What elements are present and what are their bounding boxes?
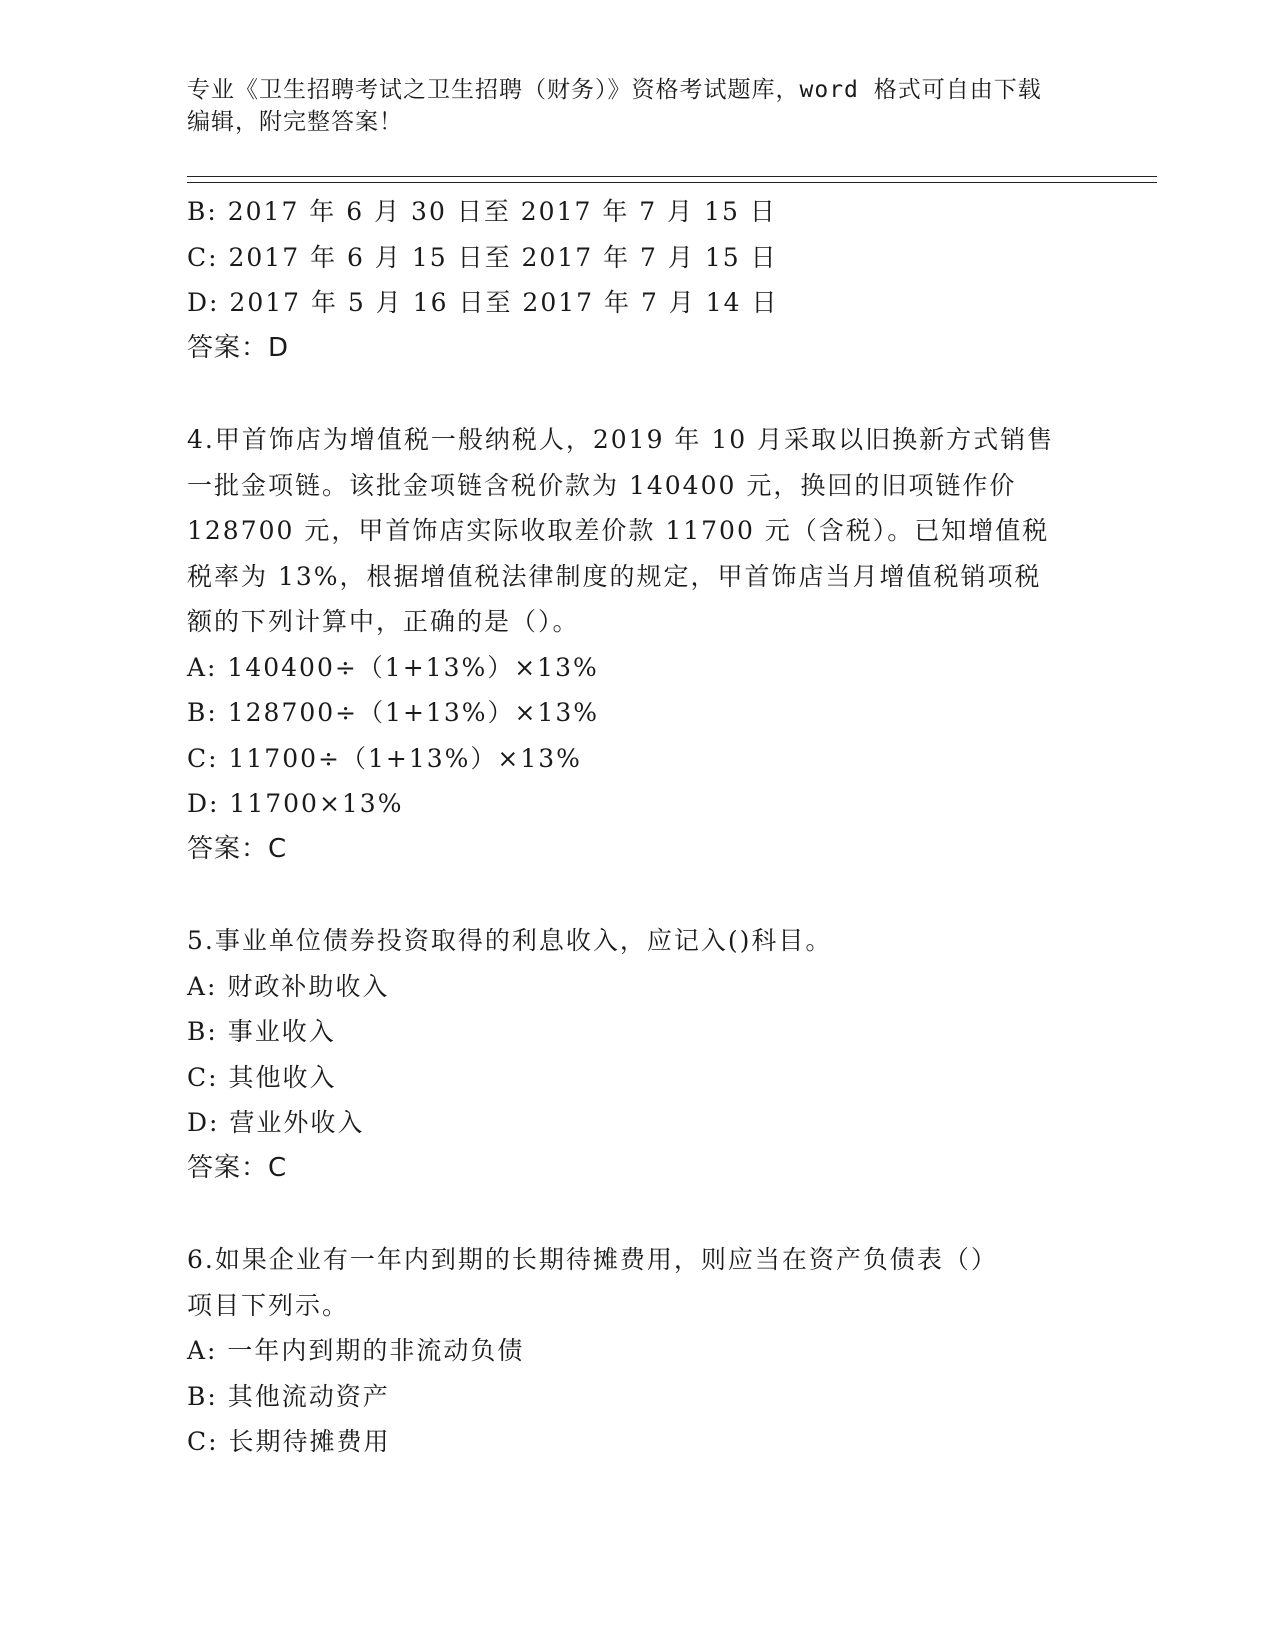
- option-a: A: 一年内到期的非流动负债: [187, 1336, 525, 1365]
- stem-line: 额的下列计算中，正确的是（）。: [187, 607, 580, 636]
- header-line-2: 编辑，附完整答案！: [187, 109, 403, 135]
- option-b: B: 128700÷（1+13%）×13%: [187, 698, 600, 727]
- option-b: B: 其他流动资产: [187, 1381, 390, 1411]
- option-c: C: 长期待摊费用: [187, 1427, 391, 1456]
- option-a: A: 140400÷（1+13%）×13%: [187, 652, 599, 682]
- answer: 答案：C: [187, 833, 288, 864]
- question-content: [187, 189, 1087, 1465]
- question-4: [187, 417, 1087, 872]
- question-6: [187, 1237, 1087, 1465]
- header-line-1: 专业《卫生招聘考试之卫生招聘（财务）》资格考试题库，word 格式可自由下载: [187, 77, 1042, 103]
- stem-line: 税率为 13%，根据增值税法律制度的规定，甲首饰店当月增值税销项税: [187, 561, 1042, 591]
- stem-line: 6.如果企业有一年内到期的长期待摊费用，则应当在资产负债表（）: [187, 1245, 998, 1274]
- question-3-tail: [187, 189, 1087, 371]
- option-c: C: 11700÷（1+13%）×13%: [187, 743, 582, 773]
- page-header: [187, 74, 1087, 138]
- stem-line: 5.事业单位债券投资取得的利息收入，应记入()科目。: [187, 926, 833, 955]
- stem-line: 项目下列示。: [187, 1290, 350, 1320]
- option-b: B: 2017 年 6 月 30 日至 2017 年 7 月 15 日: [187, 197, 777, 226]
- stem-line: 4.甲首饰店为增值税一般纳税人，2019 年 10 月采取以旧换新方式销售: [187, 425, 1055, 454]
- question-stem: [187, 417, 1077, 645]
- option-d: D: 2017 年 5 月 16 日至 2017 年 7 月 14 日: [187, 288, 779, 317]
- answer: 答案：C: [187, 1152, 288, 1183]
- option-d: D: 11700×13%: [187, 789, 404, 818]
- question-stem: [187, 918, 1077, 964]
- option-c: C: 2017 年 6 月 15 日至 2017 年 7 月 15 日: [187, 242, 778, 272]
- stem-line: 128700 元，甲首饰店实际收取差价款 11700 元（含税）。已知增值税: [187, 516, 1050, 545]
- option-c: C: 其他收入: [187, 1062, 337, 1092]
- header-divider: [187, 176, 1157, 183]
- question-stem: [187, 1237, 1077, 1328]
- answer: 答案：D: [187, 332, 290, 363]
- stem-line: 一批金项链。该批金项链含税价款为 140400 元，换回的旧项链作价: [187, 470, 1017, 500]
- option-a: A: 财政补助收入: [187, 971, 390, 1001]
- question-5: [187, 918, 1087, 1191]
- option-d: D: 营业外收入: [187, 1108, 365, 1137]
- option-b: B: 事业收入: [187, 1017, 336, 1046]
